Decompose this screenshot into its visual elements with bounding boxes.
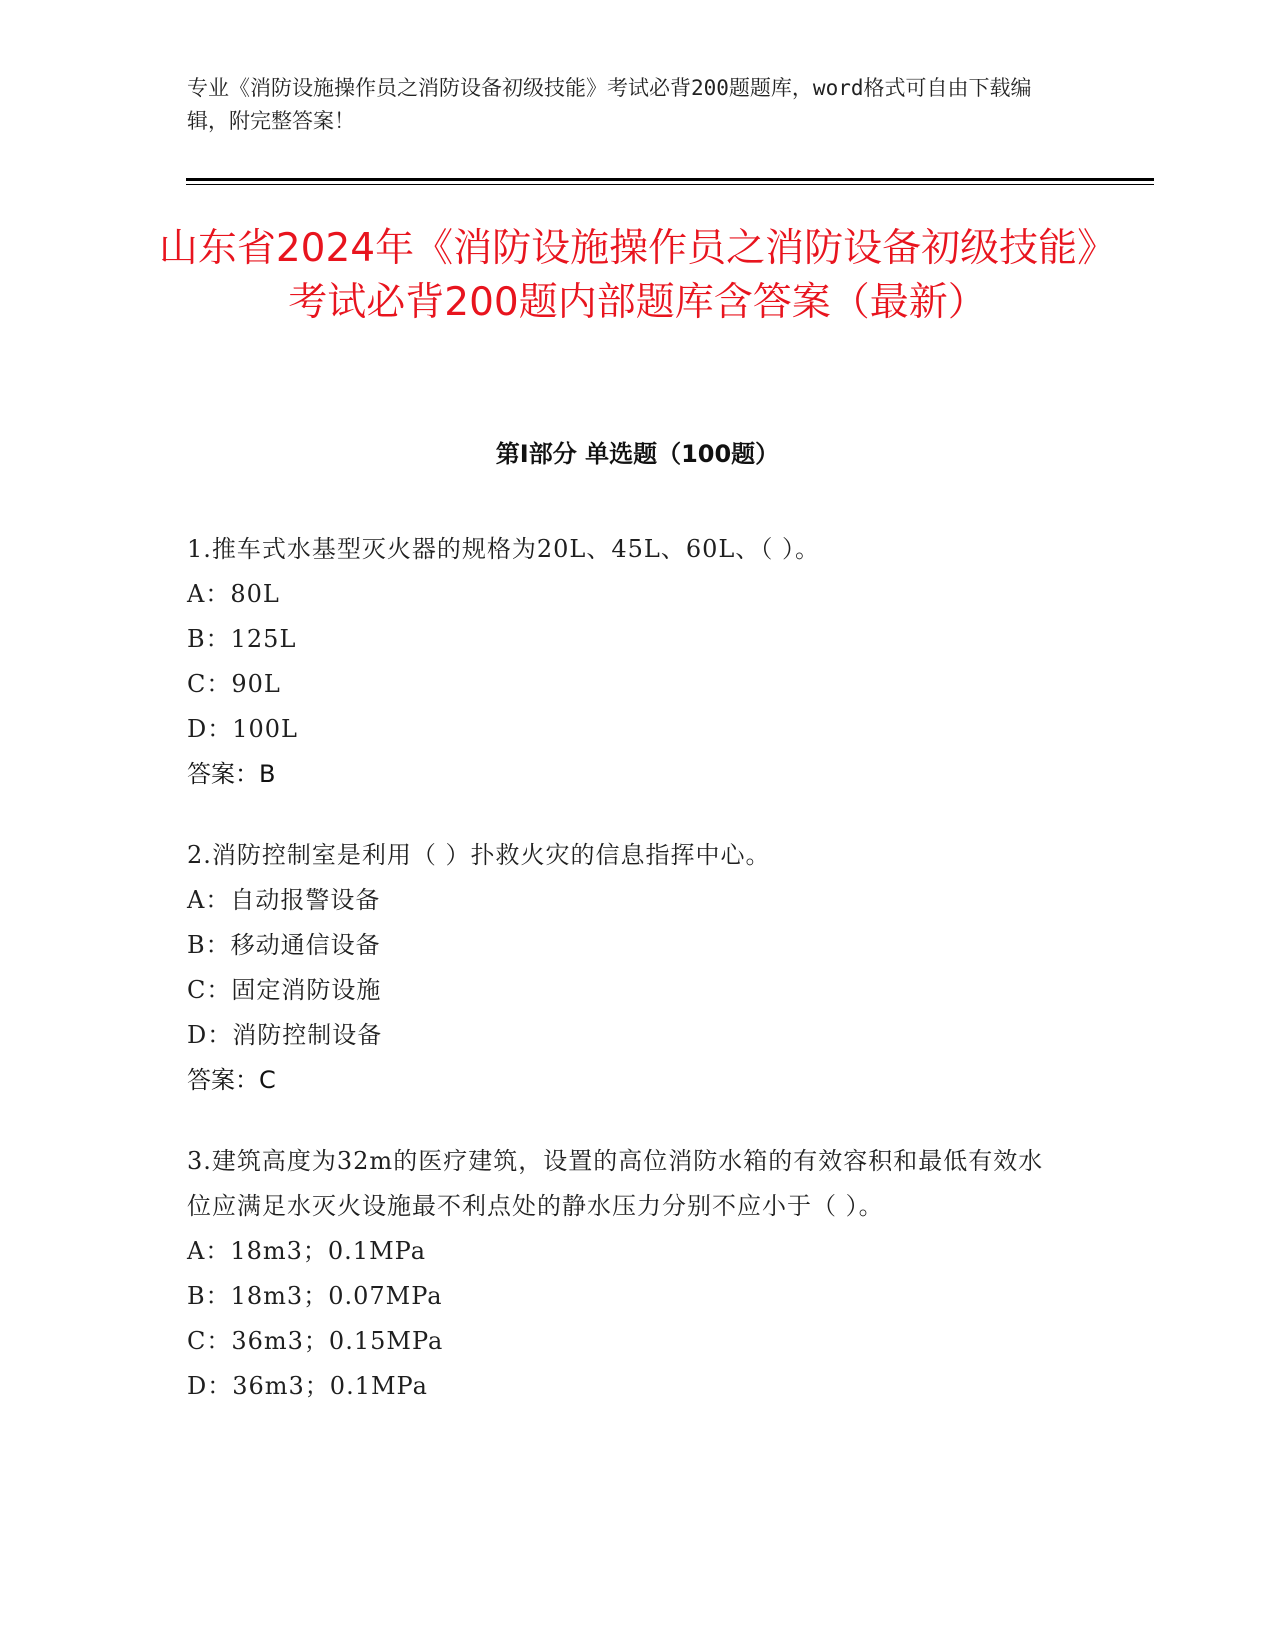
option-b: B：18m3；0.07MPa [187, 1282, 443, 1310]
section-title: 第Ⅰ部分 单选题（100题） [495, 440, 780, 468]
option-a: A：80L [187, 580, 280, 608]
answer: 答案：B [187, 760, 276, 788]
option-b: B：移动通信设备 [187, 931, 381, 959]
question-3 [187, 1139, 1067, 1409]
option-d: D：100L [187, 715, 298, 743]
question-1 [187, 527, 1067, 797]
header-divider-thin [186, 184, 1154, 185]
header-divider-thick [186, 178, 1154, 181]
option-c: C：90L [187, 670, 281, 698]
question-list [187, 527, 1067, 1445]
question-text: 3.建筑高度为32m的医疗建筑，设置的高位消防水箱的有效容积和最低有效水位应满足水灭火设施最不利点处的静水压力分别不应小于（ ）。 [187, 1147, 1044, 1220]
question-text: 1.推车式水基型灭火器的规格为20L、45L、60L、（ ）。 [187, 535, 820, 563]
header-note: 专业《消防设施操作员之消防设备初级技能》考试必背200题题库，word格式可自由下载编辑，附完整答案！ [187, 76, 1032, 133]
option-c: C：36m3；0.15MPa [187, 1327, 444, 1355]
option-a: A：18m3；0.1MPa [187, 1237, 427, 1265]
option-d: D：消防控制设备 [187, 1021, 383, 1049]
option-c: C：固定消防设施 [187, 976, 382, 1004]
option-d: D：36m3；0.1MPa [187, 1372, 428, 1400]
question-text: 2.消防控制室是利用（ ）扑救火灾的信息指挥中心。 [187, 841, 771, 869]
option-b: B：125L [187, 625, 297, 653]
document-title: 山东省2024年《消防设施操作员之消防设备初级技能》考试必背200题内部题库含答案（最新） [158, 226, 1117, 325]
question-2 [187, 833, 1067, 1103]
answer: 答案：C [187, 1066, 276, 1094]
option-a: A：自动报警设备 [187, 886, 381, 914]
